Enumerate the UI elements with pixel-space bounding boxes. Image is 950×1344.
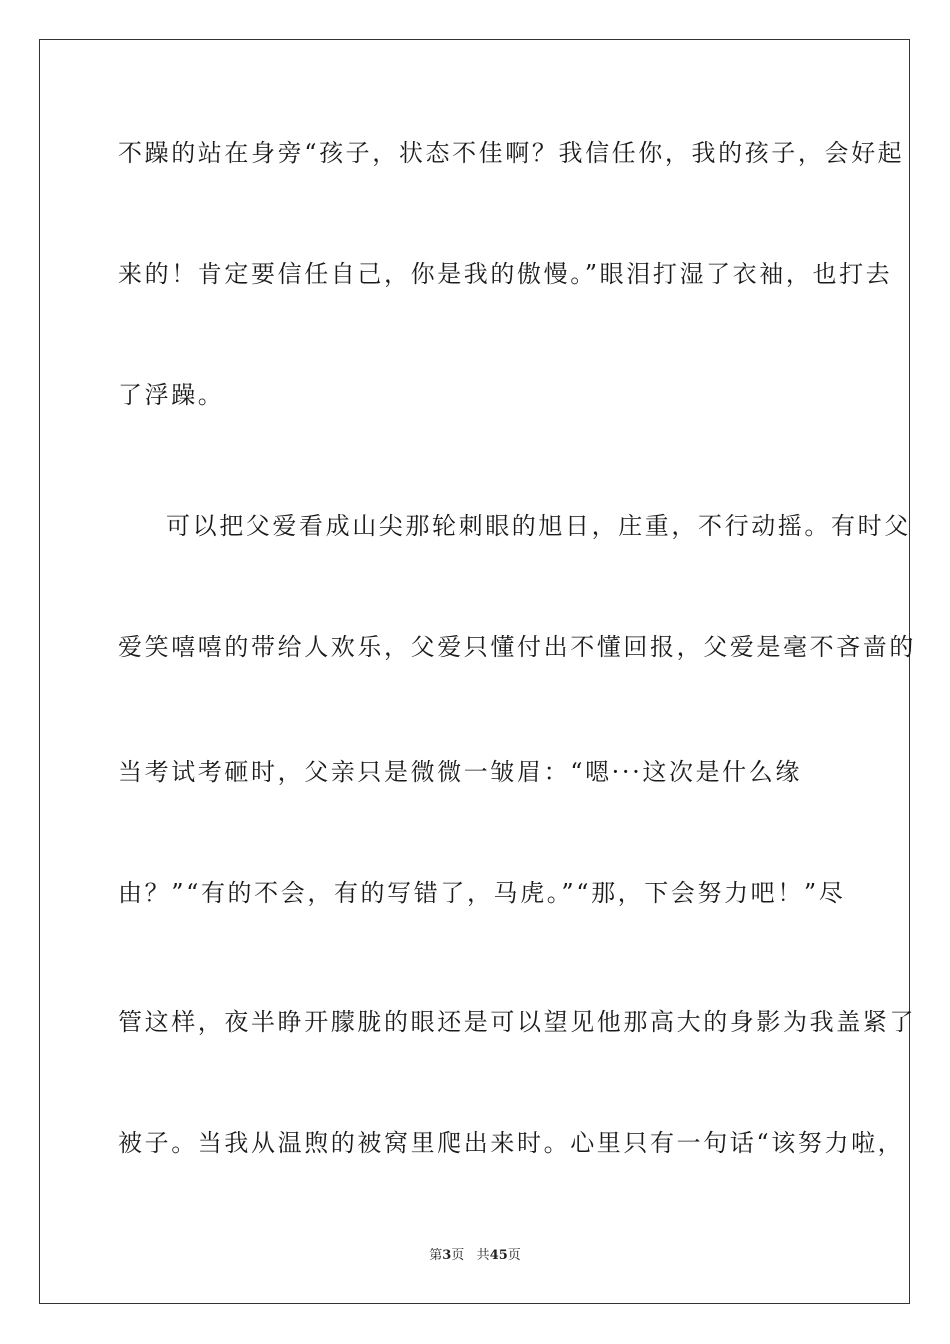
text-line-5: 爱笑嘻嘻的带给人欢乐，父爱只懂付出不懂回报，父爱是毫不吝啬的: [118, 633, 916, 661]
page-suffix: 页: [451, 1248, 465, 1263]
page-border: [39, 39, 916, 1304]
text-line-6: 当考试考砸时，父亲只是微微一皱眉：“嗯···这次是什么缘: [118, 758, 802, 786]
text-line-8: 管这样，夜半睁开朦胧的眼还是可以望见他那高大的身影为我盖紧了: [118, 1008, 916, 1036]
total-suffix: 页: [507, 1248, 521, 1263]
paragraph-2-first-line: 可以把父爱看成山尖那轮刺眼的旭日，庄重，不行动摇。有时父: [166, 512, 911, 540]
text-line-9: 被子。当我从温煦的被窝里爬出来时。心里只有一句话“该努力啦，: [118, 1129, 905, 1157]
total-pages: 45: [489, 1248, 508, 1263]
text-line-7: 由？”“有的不会，有的写错了，马虎。”“那，下会努力吧！”尽: [118, 879, 846, 907]
text-line-2: 来的！肯定要信任自己，你是我的傲慢。”眼泪打湿了衣袖，也打去: [118, 260, 893, 288]
page-prefix: 第: [429, 1248, 443, 1263]
total-prefix: 共: [476, 1248, 490, 1263]
text-line-3: 了浮躁。: [118, 381, 225, 409]
page-footer: [0, 1247, 950, 1265]
text-line-1: 不躁的站在身旁“孩子，状态不佳啊？我信任你，我的孩子，会好起: [118, 139, 905, 167]
page-number: 3: [442, 1248, 452, 1263]
